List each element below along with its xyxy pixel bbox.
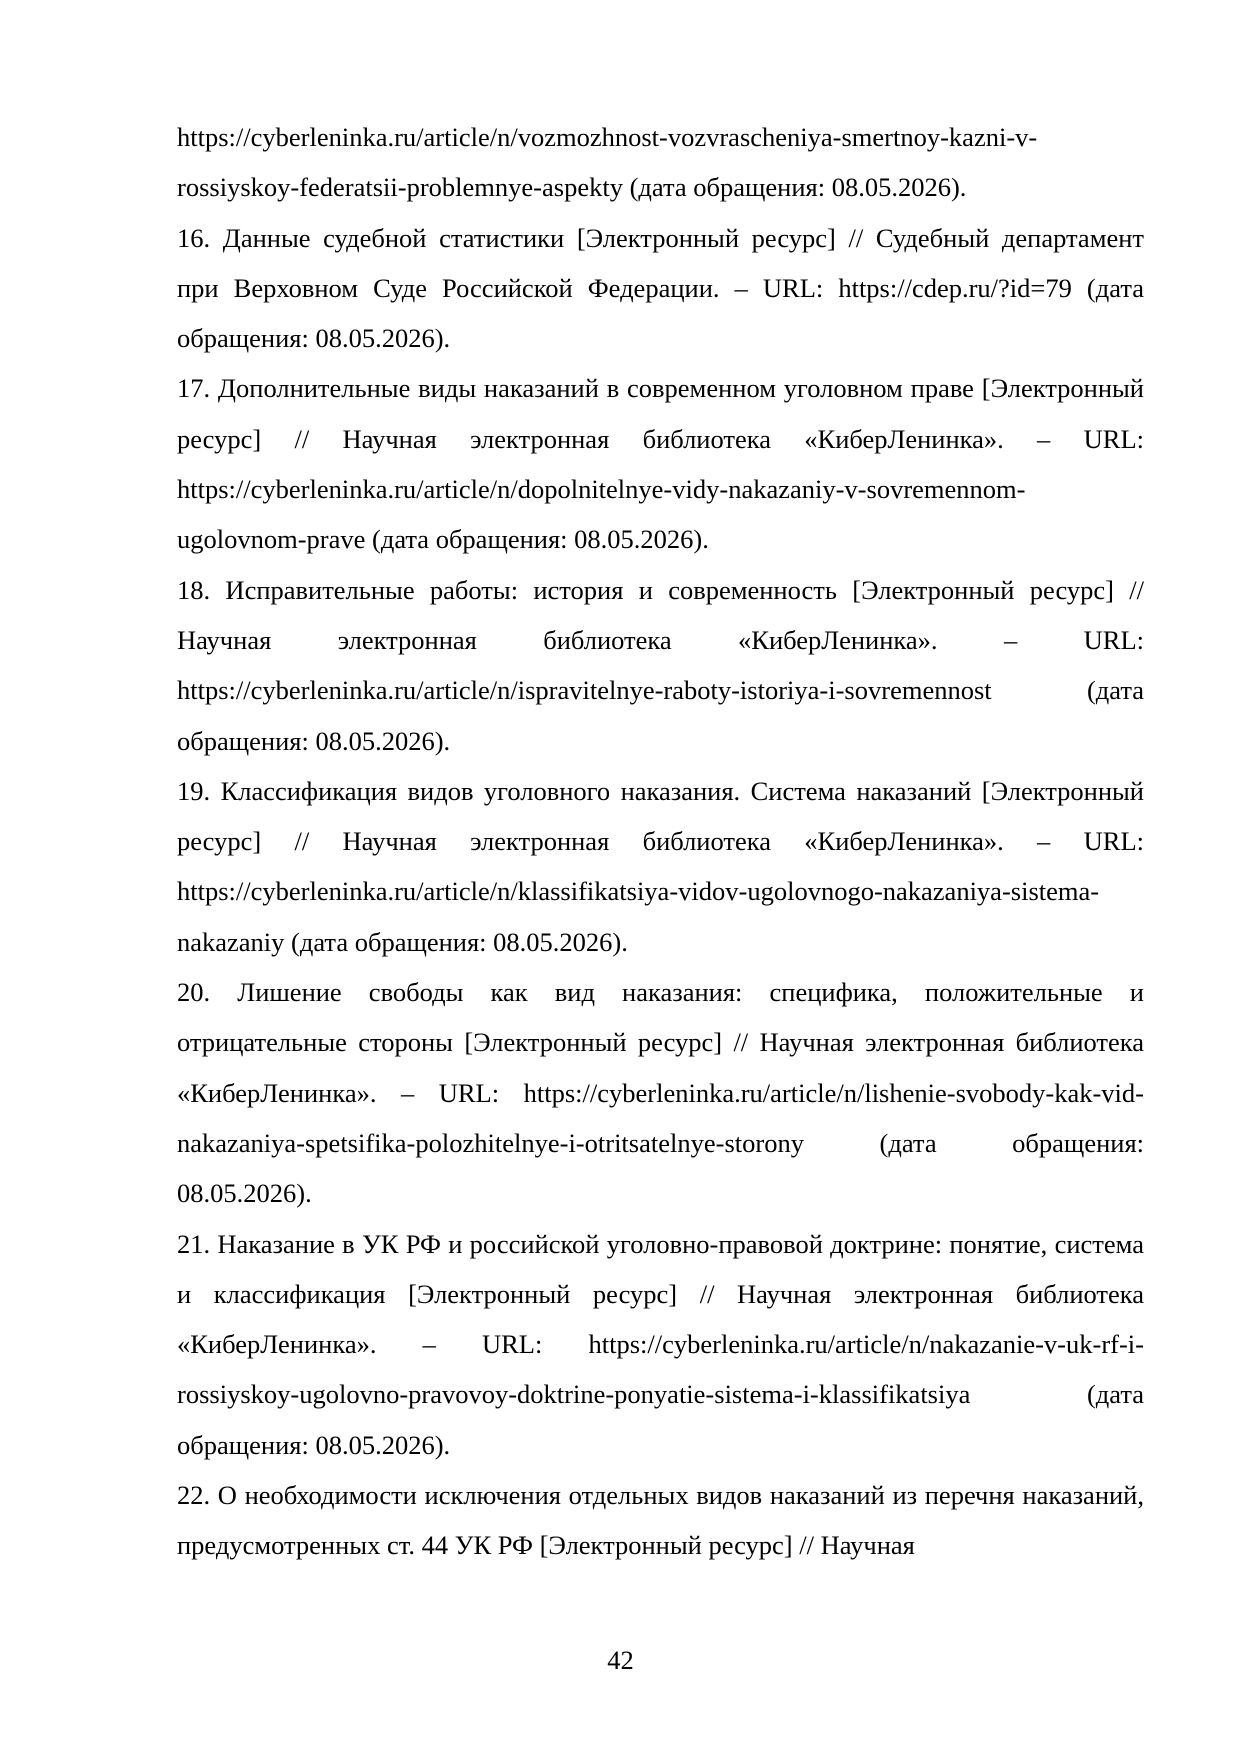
reference-entry-18: 18. Исправительные работы: история и современность [Электронный ресурс] // Научная электронная библиотека «КиберЛенинка». – URL: https://cyberleninka.ru/article/n/ispravitelnye-raboty-istoriya-i-sovremennost (дата обращения: 08.05.2026). [177, 574, 1144, 756]
reference-entry-22: 22. О необходимости исключения отдельных видов наказаний из перечня наказаний, предусмотренных ст. 44 УК РФ [Электронный ресурс] // Научная [177, 1480, 1144, 1561]
reference-list [177, 112, 1144, 1571]
page-number: 42 [607, 1645, 634, 1675]
reference-entry-19: 19. Классификация видов уголовного наказания. Система наказаний [Электронный ресурс] // Научная электронная библиотека «КиберЛенинка». – URL: https://cyberleninka.ru/article/n/klassifikatsiya-vidov-ugolovnogo-nakazaniya-sistema-nakazaniy (дата обращения: 08.05.2026). [177, 775, 1144, 957]
reference-entry-16: 16. Данные судебной статистики [Электронный ресурс] // Судебный департамент при Верховном Суде Российской Федерации. – URL: https://cdep.ru/?id=79 (дата обращения: 08.05.2026). [177, 222, 1144, 354]
reference-entry-21: 21. Наказание в УК РФ и российской уголовно-правовой доктрине: понятие, система и классификация [Электронный ресурс] // Научная электронная библиотека «КиберЛенинка». – URL: https://cyberleninka.ru/article/n/nakazanie-v-uk-rf-i-rossiyskoy-ugolovno-pravovoy-doktrine-ponyatie-sistema-i-klassifikatsiya (дата обращения: 08.05.2026). [177, 1228, 1144, 1460]
reference-entry-17: 17. Дополнительные виды наказаний в современном уголовном праве [Электронный ресурс] // Научная электронная библиотека «КиберЛенинка». – URL: https://cyberleninka.ru/article/n/dopolnitelnye-vidy-nakazaniy-v-sovremennom-ugolovnom-prave (дата обращения: 08.05.2026). [177, 373, 1144, 555]
reference-entry-20: 20. Лишение свободы как вид наказания: специфика, положительные и отрицательные стороны [Электронный ресурс] // Научная электронная библиотека «КиберЛенинка». – URL: https://cyberleninka.ru/article/n/lishenie-svobody-kak-vid-nakazaniya-spetsifika-polozhitelnye-i-otritsatelnye-storony (дата обращения: 08.05.2026). [177, 977, 1144, 1209]
reference-entry-15-continuation: https://cyberleninka.ru/article/n/vozmozhnost-vozvrascheniya-smertnoy-kazni-v-rossiyskoy-federatsii-problemnye-aspekty (дата обращения: 08.05.2026). [177, 122, 1038, 203]
